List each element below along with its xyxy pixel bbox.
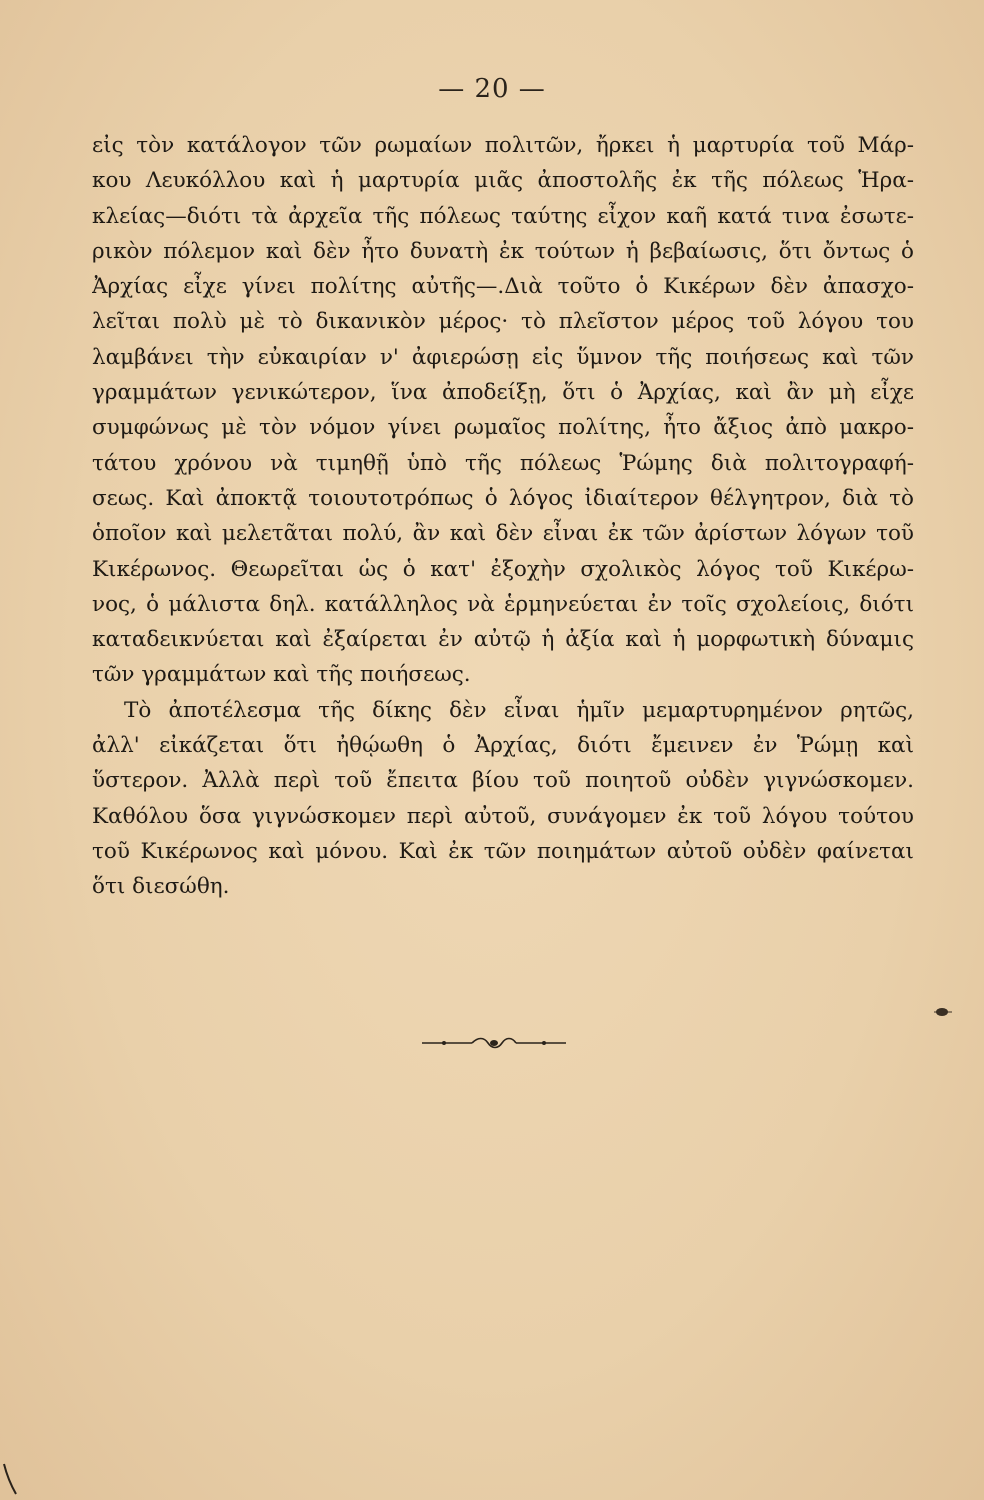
text-line: νος, ὁ μάλιστα δηλ. κατάλληλος νὰ ἑρμηνεύεται ἐν τοῖς σχολείοις, διότι — [92, 591, 914, 617]
text-line: ρικὸν πόλεμον καὶ δὲν ἦτο δυνατὴ ἐκ τούτων ἡ βεβαίωσις, ὅτι ὄντως ὁ — [92, 238, 914, 264]
ornament-divider — [422, 1036, 566, 1050]
text-line: ὁποῖον καὶ μελετᾶται πολύ, ἂν καὶ δὲν εἶναι ἐκ τῶν ἀρίστων λόγων τοῦ — [92, 521, 914, 547]
text-line: Κικέρωνος. Θεωρεῖται ὡς ὁ κατ' ἐξοχὴν σχολικὸς λόγος τοῦ Κικέρω- — [92, 556, 914, 582]
text-line: λεῖται πολὺ μὲ τὸ δικανικὸν μέρος· τὸ πλεῖστον μέρος τοῦ λόγου του — [92, 309, 914, 335]
text-line: κλείας—διότι τὰ ἀρχεῖα τῆς πόλεως ταύτης εἶχον καῆ κατά τινα ἐσωτε- — [92, 203, 914, 229]
text-line: Ἀρχίας εἶχε γίνει πολίτης αὐτῆς—.Διὰ τοῦτο ὁ Κικέρων δὲν ἀπασχο- — [92, 274, 914, 300]
text-line: τοῦ Κικέρωνος καὶ μόνου. Καὶ ἐκ τῶν ποιημάτων αὐτοῦ οὐδὲν φαίνεται — [92, 838, 914, 864]
text-line: τάτου χρόνου νὰ τιμηθῇ ὑπὸ τῆς πόλεως Ῥώμης διὰ πολιτογραφή- — [92, 450, 914, 476]
text-line: τῶν γραμμάτων καὶ τῆς ποιήσεως. — [92, 662, 471, 688]
text-line: ὅτι διεσώθη. — [92, 874, 230, 900]
ink-speck — [932, 1006, 954, 1018]
text-line: ἀλλ' εἰκάζεται ὅτι ἠθῴωθη ὁ Ἀρχίας, διότι ἔμεινεν ἐν Ῥώμῃ καὶ — [92, 733, 914, 759]
page-number: — 20 — — [438, 74, 546, 104]
text-line: γραμμάτων γενικώτερον, ἵνα ἀποδείξῃ, ὅτι ὁ Ἀρχίας, καὶ ἂν μὴ εἶχε — [92, 380, 914, 406]
text-line: κου Λευκόλλου καὶ ἡ μαρτυρία μιᾶς ἀποστολῆς ἐκ τῆς πόλεως Ἡρα- — [92, 168, 914, 194]
body-text — [92, 128, 914, 905]
text-line: ὕστερον. Ἀλλὰ περὶ τοῦ ἔπειτα βίου τοῦ ποιητοῦ οὐδὲν γιγνώσκομεν. — [92, 768, 914, 794]
text-line: εἰς τὸν κατάλογον τῶν ρωμαίων πολιτῶν, ἤρκει ἡ μαρτυρία τοῦ Μάρ- — [92, 133, 914, 158]
text-line: Τὸ ἀποτέλεσμα τῆς δίκης δὲν εἶναι ἡμῖν μεμαρτυρημένον ρητῶς, — [124, 697, 914, 723]
text-line: Καθόλου ὅσα γιγνώσκομεν περὶ αὐτοῦ, συνάγομεν ἐκ τοῦ λόγου τούτου — [92, 803, 914, 829]
text-line: λαμβάνει τὴν εὐκαιρίαν ν' ἀφιερώσῃ εἰς ὕμνον τῆς ποιήσεως καὶ τῶν — [92, 344, 914, 370]
text-line: σεως. Καὶ ἀποκτᾷ τοιουτοτρόπως ὁ λόγος ἰδιαίτερον θέλγητρον, διὰ τὸ — [92, 485, 914, 511]
corner-pencil-mark — [2, 1462, 20, 1496]
text-line: συμφώνως μὲ τὸν νόμον γίνει ρωμαῖος πολίτης, ἦτο ἄξιος ἀπὸ μακρο- — [92, 415, 914, 441]
text-line: καταδεικνύεται καὶ ἐξαίρεται ἐν αὐτῷ ἡ ἀξία καὶ ἡ μορφωτικὴ δύναμις — [92, 627, 914, 653]
